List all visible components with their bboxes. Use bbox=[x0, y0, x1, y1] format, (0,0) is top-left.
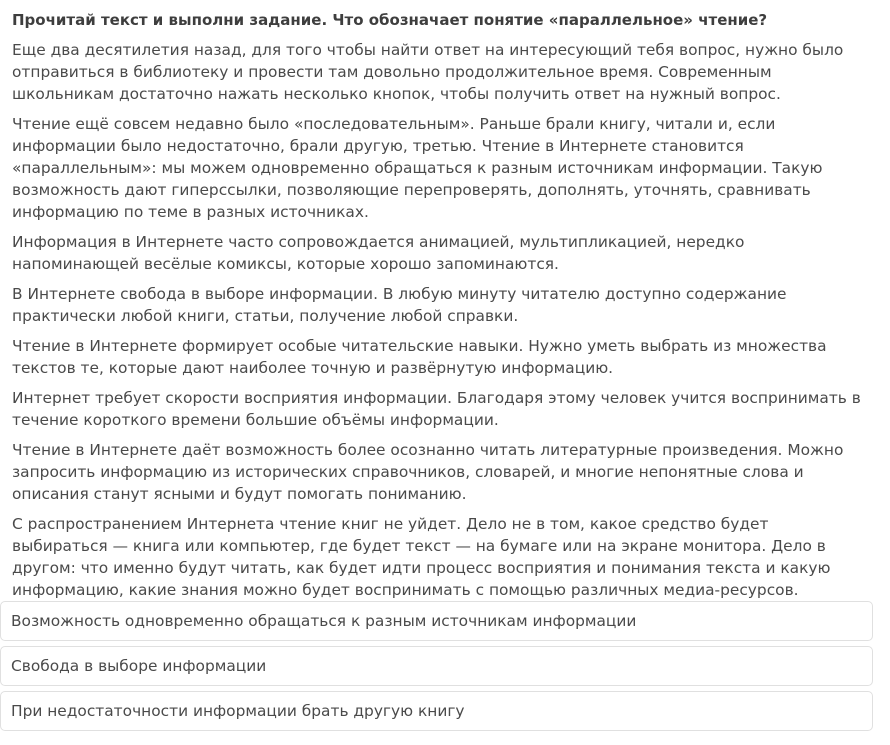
task-title: Прочитай текст и выполни задание. Что обозначает понятие «параллельное» чтение? bbox=[12, 11, 768, 29]
text-paragraph-4: В Интернете свобода в выборе информации. В любую минуту читателю доступно содержание практически любой книги, статьи, получение любой справки. bbox=[12, 285, 787, 325]
text-paragraph-6: Интернет требует скорости восприятия информации. Благодаря этому человек учится воспринимать в течение короткого времени большие объёмы информации. bbox=[12, 389, 861, 429]
text-paragraph-5: Чтение в Интернете формирует особые читательские навыки. Нужно уметь выбрать из множества текстов те, которые дают наиболее точную и развёрнутую информацию. bbox=[12, 337, 827, 377]
answer-option-label: Свобода в выборе информации bbox=[11, 657, 267, 675]
text-paragraph-3: Информация в Интернете часто сопровождается анимацией, мультипликацией, нередко напоминающей весёлые комиксы, которые хорошо запоминаются. bbox=[12, 233, 745, 273]
answer-options bbox=[0, 601, 873, 736]
text-paragraph-8: С распространением Интернета чтение книг не уйдет. Дело не в том, какое средство будет выбираться — книга или компьютер, где будет текст — на бумаге или на экране монитора. Дело в другом: что именно будут читать, как будет идти процесс восприятия и понимания текста и какую информацию, какие знания можно будет воспринимать с помощью различных медиа-ресурсов. bbox=[12, 515, 831, 599]
text-paragraph-7: Чтение в Интернете даёт возможность более осознанно читать литературные произведения. Можно запросить информацию из исторических справочников, словарей, и многие непонятные слова и описания станут ясными и будут помогать пониманию. bbox=[12, 441, 844, 503]
answer-option-1[interactable] bbox=[0, 601, 873, 641]
text-paragraph-1: Еще два десятилетия назад, для того чтобы найти ответ на интересующий тебя вопрос, нужно было отправиться в библиотеку и провести там довольно продолжительное время. Современным школьникам достаточно нажать несколько кнопок, чтобы получить ответ на нужный вопрос. bbox=[12, 41, 844, 103]
answer-option-label: При недостаточности информации брать другую книгу bbox=[11, 702, 465, 720]
answer-option-label: Возможность одновременно обращаться к разным источникам информации bbox=[11, 612, 637, 630]
task-content bbox=[12, 10, 862, 609]
text-paragraph-2: Чтение ещё совсем недавно было «последовательным». Раньше брали книгу, читали и, если информации было недостаточно, брали другую, третью. Чтение в Интернете становится «параллельным»: мы можем одновременно обращаться к разным источникам информации. Такую возможность дают гиперссылки, позволяющие перепроверять, дополнять, уточнять, сравнивать информацию по теме в разных источниках. bbox=[12, 115, 823, 221]
answer-option-2[interactable] bbox=[0, 646, 873, 686]
answer-option-3[interactable] bbox=[0, 691, 873, 731]
